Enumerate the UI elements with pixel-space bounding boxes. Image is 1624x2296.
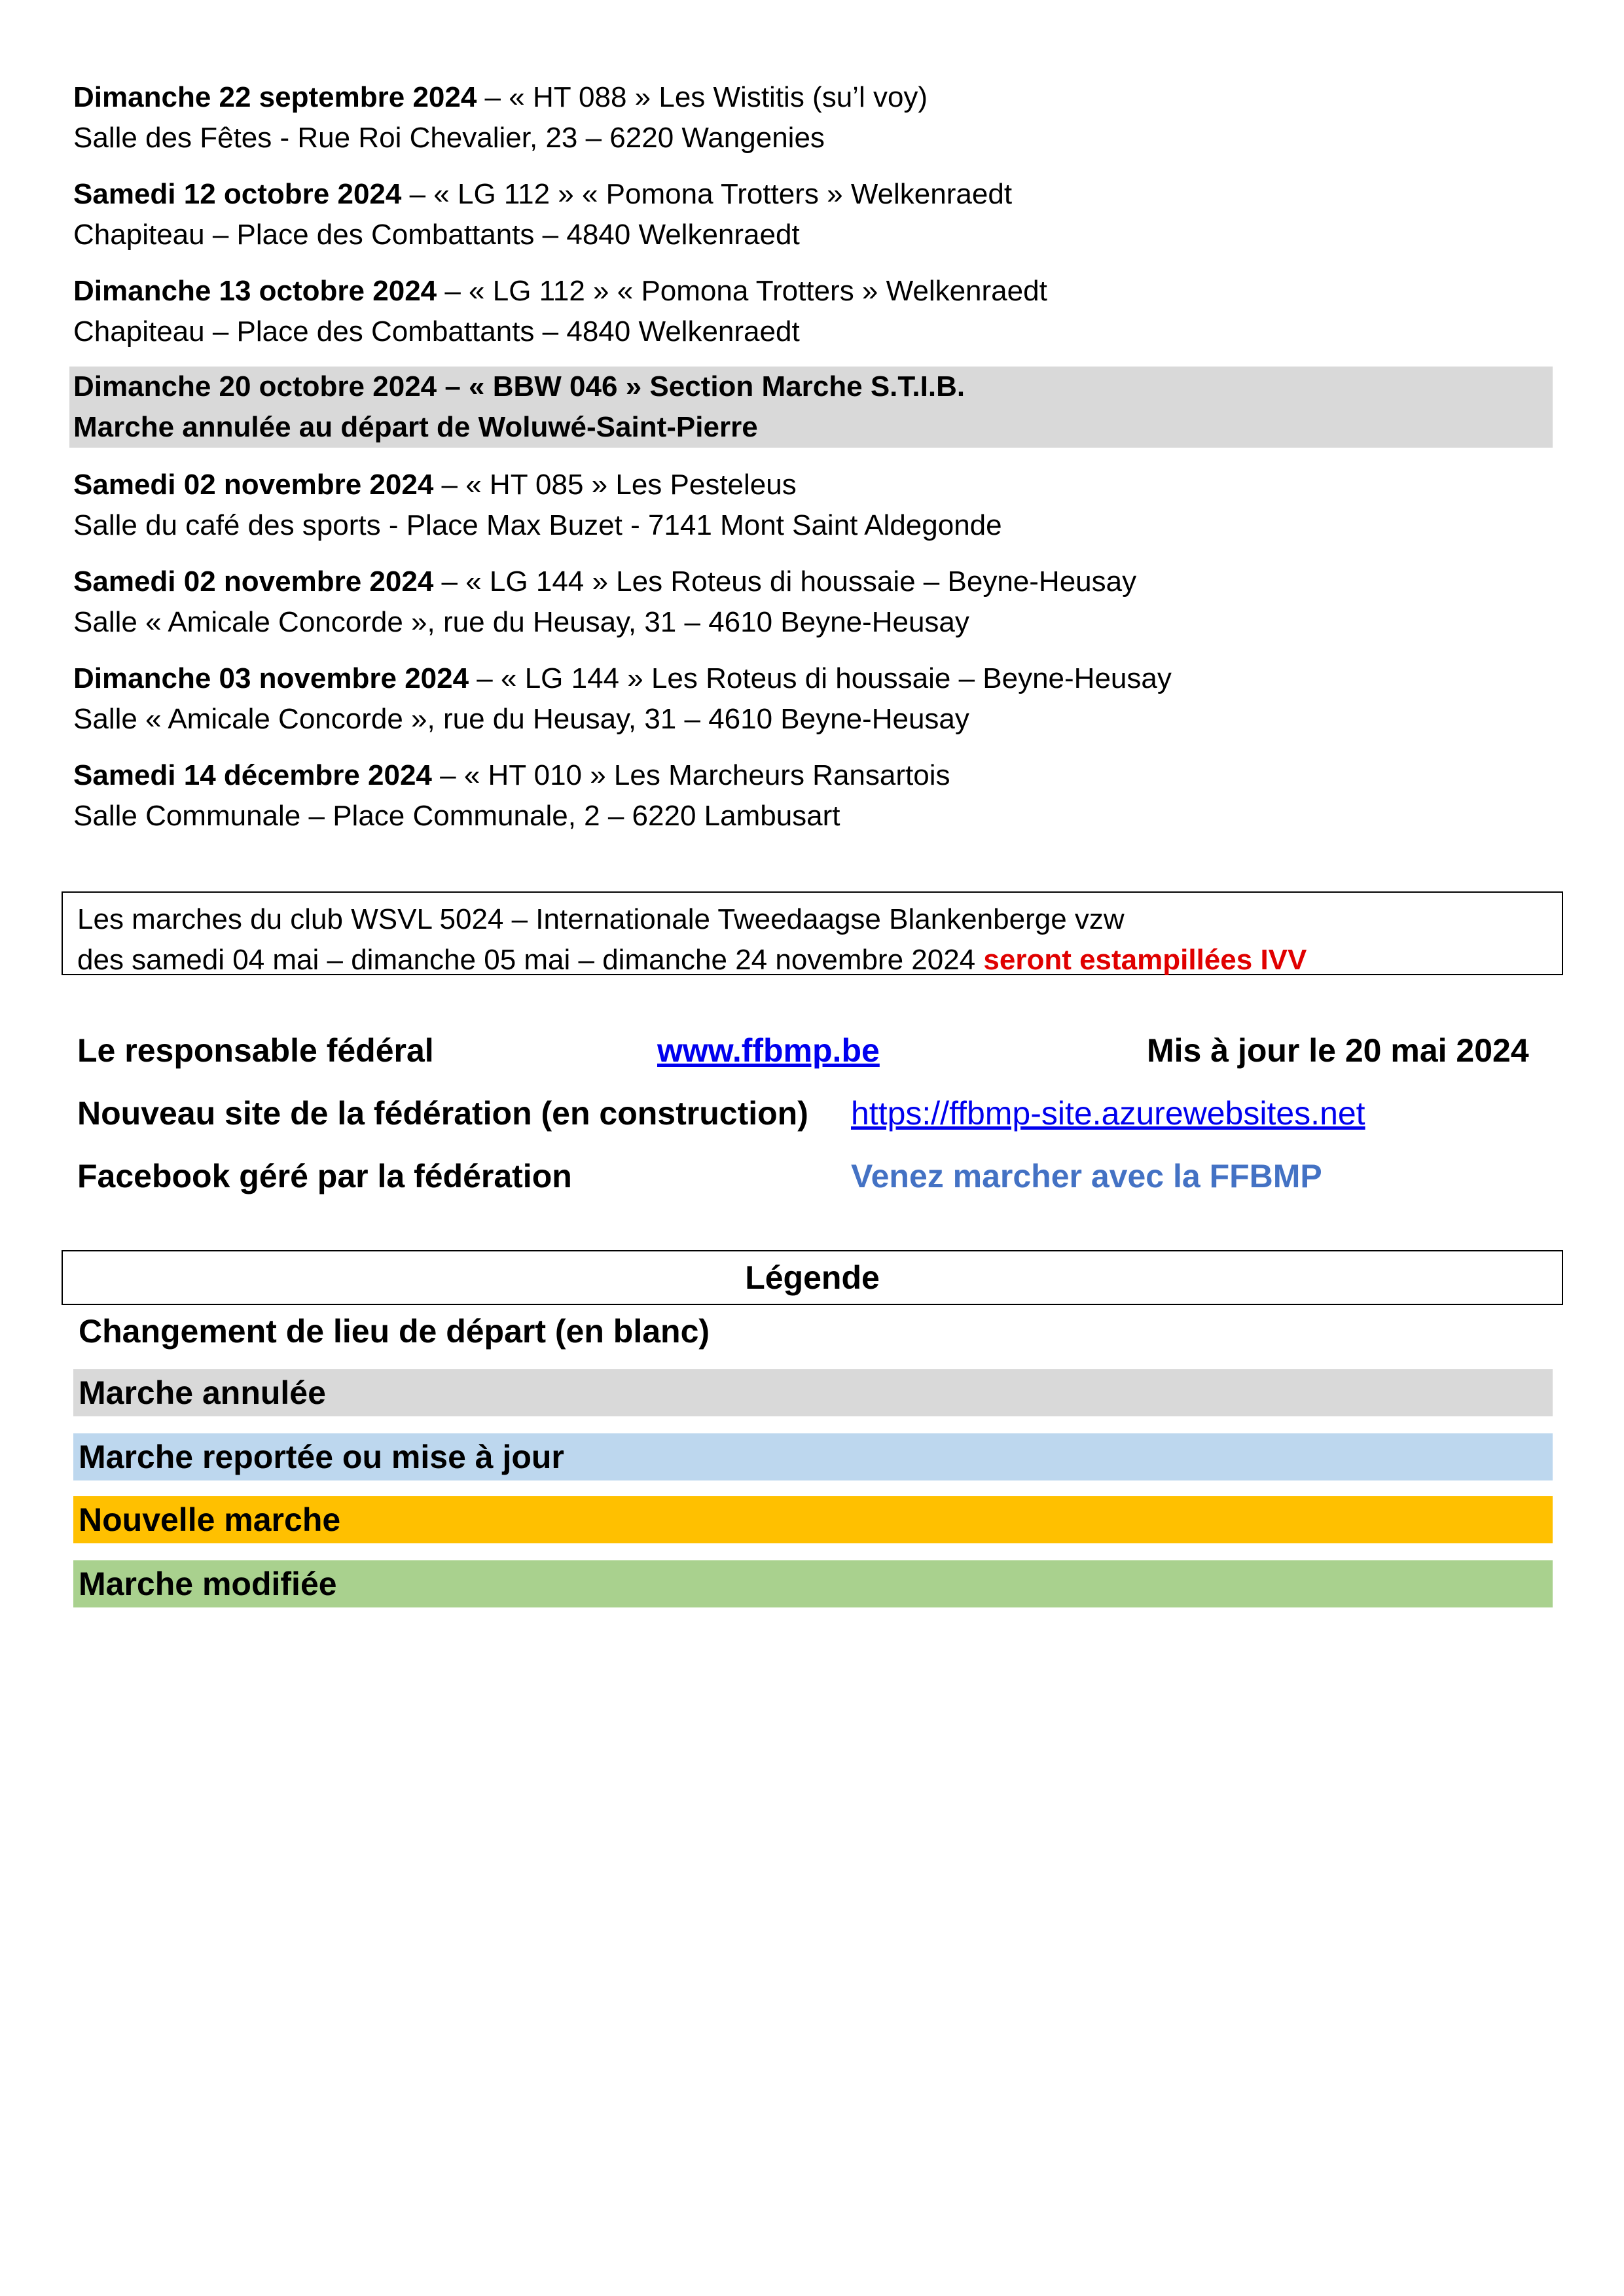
legend-item-modified: Marche modifiée bbox=[73, 1560, 1553, 1607]
entry-club: – « HT 085 » Les Pesteleus bbox=[433, 469, 797, 501]
entry-address: Salle Communale – Place Communale, 2 – 6220 Lambusart bbox=[73, 800, 840, 832]
walk-entry bbox=[73, 77, 1553, 158]
legend-item-postponed: Marche reportée ou mise à jour bbox=[73, 1433, 1553, 1480]
entry-address: Salle « Amicale Concorde », rue du Heusay, 31 – 4610 Beyne-Heusay bbox=[73, 606, 969, 638]
ivv-notice bbox=[62, 891, 1563, 975]
entry-date: Dimanche 20 octobre 2024 bbox=[73, 370, 437, 403]
ivv-line-2: des samedi 04 mai – dimanche 05 mai – dimanche 24 novembre 2024 bbox=[77, 944, 984, 976]
website-link[interactable]: www.ffbmp.be bbox=[657, 1032, 880, 1069]
entry-club: – « LG 112 » « Pomona Trotters » Welkenraedt bbox=[401, 178, 1013, 210]
entry-club: – « BBW 046 » Section Marche S.T.I.B. bbox=[437, 370, 965, 403]
ivv-line-1: Les marches du club WSVL 5024 – Internationale Tweedaagse Blankenberge vzw bbox=[77, 903, 1125, 935]
entry-date: Dimanche 03 novembre 2024 bbox=[73, 662, 469, 694]
entry-club: – « HT 088 » Les Wistitis (su’l voy) bbox=[477, 81, 928, 113]
entry-club: – « LG 144 » Les Roteus di houssaie – Beyne-Heusay bbox=[469, 662, 1172, 694]
new-site-link[interactable]: https://ffbmp-site.azurewebsites.net bbox=[851, 1095, 1365, 1132]
entry-address: Marche annulée au départ de Woluwé-Saint-Pierre bbox=[73, 411, 758, 443]
entry-date: Dimanche 13 octobre 2024 bbox=[73, 275, 437, 307]
ivv-highlight: seront estampillées IVV bbox=[983, 944, 1307, 976]
entry-club: – « HT 010 » Les Marcheurs Ransartois bbox=[431, 759, 950, 791]
legend-item-new: Nouvelle marche bbox=[73, 1496, 1553, 1543]
responsable-label: Le responsable fédéral bbox=[77, 1032, 434, 1069]
walk-entry bbox=[73, 755, 1553, 836]
walk-entry bbox=[73, 174, 1553, 255]
walk-entry-cancelled bbox=[69, 367, 1553, 448]
entry-date: Dimanche 22 septembre 2024 bbox=[73, 81, 477, 113]
entry-address: Salle « Amicale Concorde », rue du Heusay, 31 – 4610 Beyne-Heusay bbox=[73, 703, 969, 735]
entry-date: Samedi 02 novembre 2024 bbox=[73, 469, 434, 501]
entry-address: Salle des Fêtes - Rue Roi Chevalier, 23 – 6220 Wangenies bbox=[73, 122, 825, 154]
entry-address: Salle du café des sports - Place Max Buzet - 7141 Mont Saint Aldegonde bbox=[73, 509, 1002, 541]
entry-club: – « LG 112 » « Pomona Trotters » Welkenraedt bbox=[437, 275, 1047, 307]
entry-club: – « LG 144 » Les Roteus di houssaie – Beyne-Heusay bbox=[433, 565, 1137, 598]
facebook-label: Facebook géré par la fédération bbox=[77, 1158, 572, 1194]
entry-address: Chapiteau – Place des Combattants – 4840 Welkenraedt bbox=[73, 219, 800, 251]
walk-entry bbox=[73, 465, 1553, 546]
legend-item-changed-location: Changement de lieu de départ (en blanc) bbox=[73, 1308, 1553, 1355]
entry-date: Samedi 14 décembre 2024 bbox=[73, 759, 432, 791]
new-site-label: Nouveau site de la fédération (en construction) bbox=[77, 1095, 808, 1132]
update-date: Mis à jour le 20 mai 2024 bbox=[1147, 1032, 1529, 1069]
legend-title: Légende bbox=[62, 1250, 1563, 1305]
walk-entry bbox=[73, 562, 1553, 643]
walk-entry bbox=[73, 658, 1553, 740]
walk-entry bbox=[73, 271, 1553, 352]
legend-item-cancelled: Marche annulée bbox=[73, 1369, 1553, 1416]
entry-address: Chapiteau – Place des Combattants – 4840 Welkenraedt bbox=[73, 315, 800, 348]
facebook-page-name: Venez marcher avec la FFBMP bbox=[851, 1158, 1322, 1194]
entry-date: Samedi 12 octobre 2024 bbox=[73, 178, 402, 210]
entry-date: Samedi 02 novembre 2024 bbox=[73, 565, 434, 598]
